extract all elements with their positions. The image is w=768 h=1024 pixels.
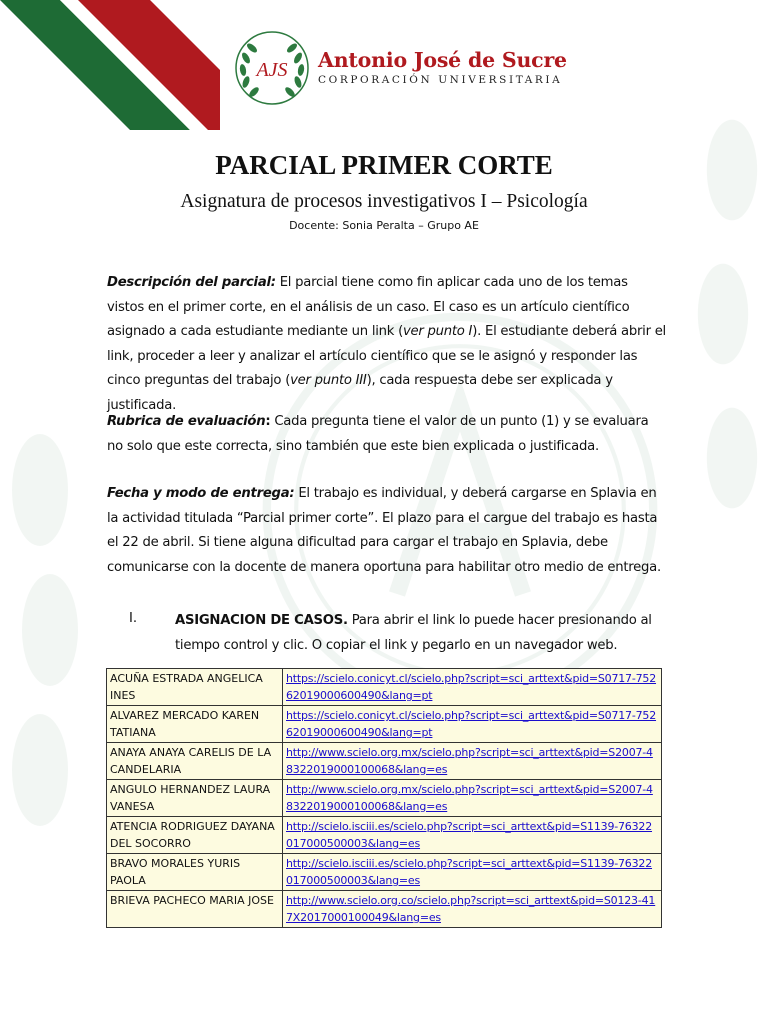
student-name: ALVAREZ MERCADO KAREN TATIANA (107, 706, 283, 743)
table-row (107, 743, 662, 780)
cases-table (106, 668, 662, 928)
student-name: ATENCIA RODRIGUEZ DAYANA DEL SOCORRO (107, 817, 283, 854)
case-link-cell (283, 854, 662, 891)
case-link-cell (283, 706, 662, 743)
assignment-text: Para abrir el link lo puede hacer presionando al tiempo control y clic. O copiar el link y pegarlo en un navegador web. (175, 613, 652, 653)
table-row (107, 817, 662, 854)
case-link-cell (283, 817, 662, 854)
assignment-paragraph (175, 609, 655, 658)
student-name: BRIEVA PACHECO MARIA JOSE (107, 891, 283, 928)
university-logo-icon (232, 28, 312, 108)
description-ref-2: ver punto III (290, 373, 367, 388)
rubric-label: Rubrica de evaluación (107, 414, 266, 429)
institution-subtitle: CORPORACIÓN UNIVERSITARIA (318, 74, 563, 86)
table-row (107, 706, 662, 743)
table-row (107, 854, 662, 891)
description-text: El parcial tiene como fin aplicar cada uno de los temas vistos en el primer corte, en el análisis de un caso. El caso es un artículo científico asignado a cada estudiante mediante un link ( (107, 275, 630, 339)
case-link-cell (283, 669, 662, 706)
rubric-paragraph (107, 410, 667, 459)
document-title: PARCIAL PRIMER CORTE (215, 150, 553, 180)
logo-monogram: AJS (256, 59, 288, 81)
case-link-cell (283, 743, 662, 780)
student-name: ACUÑA ESTRADA ANGELICA INES (107, 669, 283, 706)
description-paragraph (107, 271, 667, 418)
watermark-leaves-left (0, 420, 120, 840)
student-name: BRAVO MORALES YURIS PAOLA (107, 854, 283, 891)
case-link[interactable]: http://scielo.isciii.es/scielo.php?script=sci_arttext&pid=S1139-76322017000500003&lang=es (286, 820, 653, 850)
description-text-3: ), cada respuesta debe ser explicada y justificada. (107, 373, 613, 413)
case-link-cell (283, 891, 662, 928)
rubric-colon: : (265, 414, 271, 429)
case-link[interactable]: http://www.scielo.org.mx/scielo.php?script=sci_arttext&pid=S2007-48322019000100068&lang=es (286, 746, 653, 776)
table-row (107, 669, 662, 706)
table-row (107, 891, 662, 928)
description-ref-1: ver punto I (403, 324, 473, 339)
case-link[interactable]: http://scielo.isciii.es/scielo.php?script=sci_arttext&pid=S1139-76322017000500003&lang=es (286, 857, 653, 887)
delivery-paragraph (107, 482, 667, 580)
description-text-2: ). El estudiante deberá abrir el link, proceder a leer y analizar el artículo científico que se le asignó y responder las cinco preguntas del trabajo ( (107, 324, 666, 388)
student-name: ANAYA ANAYA CARELIS DE LA CANDELARIA (107, 743, 283, 780)
document-subtitle: Asignatura de procesos investigativos I – Psicología (180, 191, 588, 212)
delivery-label: Fecha y modo de entrega: (107, 486, 295, 501)
case-link[interactable]: http://www.scielo.org.co/scielo.php?script=sci_arttext&pid=S0123-417X2017000100049&lang=es (286, 894, 656, 924)
corner-stripes-decoration (0, 0, 220, 130)
institution-name: Antonio José de Sucre (318, 48, 567, 72)
student-name: ANGULO HERNANDEZ LAURA VANESA (107, 780, 283, 817)
case-link-cell (283, 780, 662, 817)
description-label: Descripción del parcial: (107, 275, 276, 290)
teacher-line: Docente: Sonia Peralta – Grupo AE (289, 219, 479, 232)
assignment-heading: ASIGNACION DE CASOS. (175, 613, 348, 628)
case-link[interactable]: https://scielo.conicyt.cl/scielo.php?script=sci_arttext&pid=S0717-75262019000600490&lang=pt (286, 709, 657, 739)
delivery-text: El trabajo es individual, y deberá cargarse en Splavia en la actividad titulada “Parcial primer corte”. El plazo para el cargue del trabajo es hasta el 22 de abril. Si tiene alguna dificultad para cargar el trabajo en Splavia, debe comunicarse con la docente de manera oportuna para habilitar otro medio de entrega. (107, 486, 661, 575)
case-link[interactable]: http://www.scielo.org.mx/scielo.php?script=sci_arttext&pid=S2007-48322019000100068&lang=es (286, 783, 653, 813)
section-number: I. (129, 611, 138, 626)
case-link[interactable]: https://scielo.conicyt.cl/scielo.php?script=sci_arttext&pid=S0717-75262019000600490&lang=pt (286, 672, 657, 702)
rubric-text: Cada pregunta tiene el valor de un punto (1) y se evaluara no solo que este correcta, sino también que este bien explicada o justificada. (107, 414, 649, 454)
table-row (107, 780, 662, 817)
